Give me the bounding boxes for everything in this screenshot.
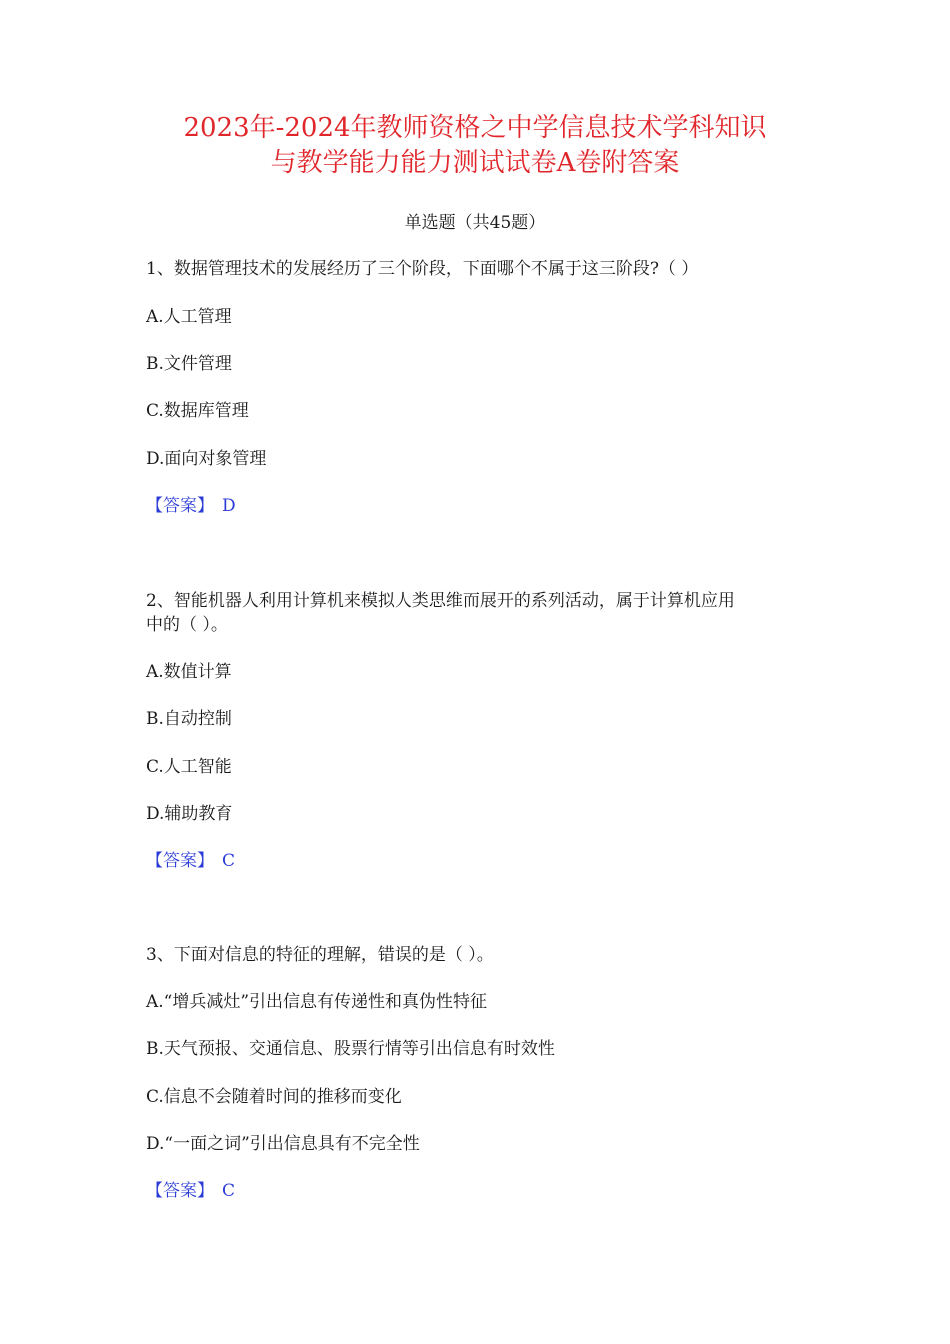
question-3-answer [146, 1179, 235, 1203]
question-3-option-b: B.天气预报、交通信息、股票行情等引出信息有时效性 [146, 1039, 555, 1059]
answer-label: 【答案】 [146, 851, 214, 871]
question-1-answer [146, 494, 236, 518]
question-3-stem: 3、下面对信息的特征的理解，错误的是（ ）。 [146, 945, 494, 965]
answer-label: 【答案】 [146, 1181, 214, 1201]
answer-value: D [222, 496, 236, 516]
question-2-option-d: D.辅助教育 [146, 804, 233, 824]
question-1-option-a: A.人工管理 [146, 307, 232, 327]
question-3-option-a: A.“增兵减灶”引出信息有传递性和真伪性特征 [146, 992, 488, 1012]
question-2-stem-line-2: 中的（ ）。 [146, 615, 228, 635]
question-2-option-b: B.自动控制 [146, 709, 232, 729]
question-1-option-d: D.面向对象管理 [146, 449, 267, 469]
question-2-stem-line-1: 2、智能机器人利用计算机来模拟人类思维而展开的系列活动，属于计算机应用 [146, 591, 735, 611]
question-2-answer [146, 849, 235, 873]
document-title-line-1: 2023年-2024年教师资格之中学信息技术学科知识 [183, 113, 767, 143]
question-1-option-c: C.数据库管理 [146, 401, 249, 421]
question-2-option-c: C.人工智能 [146, 757, 232, 777]
document-title-line-2: 与教学能力能力测试试卷A卷附答案 [270, 148, 680, 178]
answer-label: 【答案】 [146, 496, 214, 516]
answer-value: C [222, 851, 236, 871]
answer-value: C [222, 1181, 236, 1201]
question-3-option-d: D.“一面之词”引出信息具有不完全性 [146, 1134, 420, 1154]
question-2-option-a: A.数值计算 [146, 662, 232, 682]
question-1-stem: 1、数据管理技术的发展经历了三个阶段，下面哪个不属于这三阶段?（ ） [146, 259, 699, 279]
question-3-option-c: C.信息不会随着时间的推移而变化 [146, 1087, 402, 1107]
question-1-option-b: B.文件管理 [146, 354, 232, 374]
section-title: 单选题（共45题） [404, 213, 546, 233]
